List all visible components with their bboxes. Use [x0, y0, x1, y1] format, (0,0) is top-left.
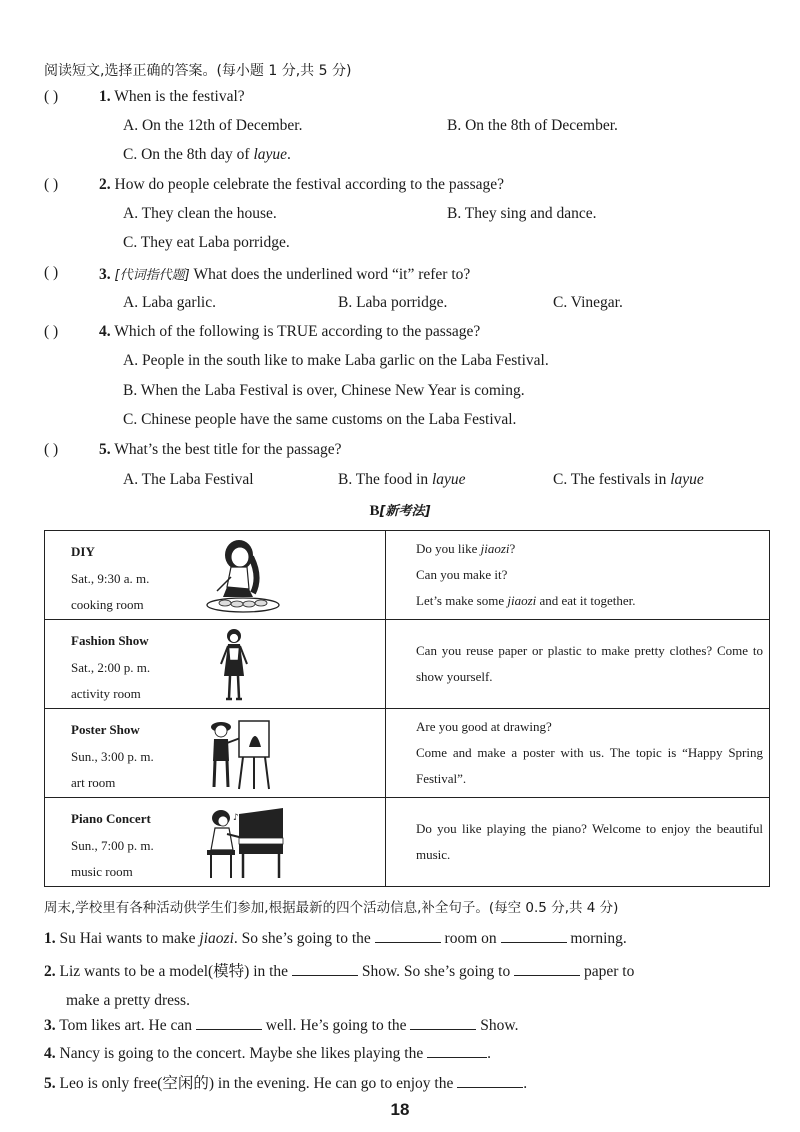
answer-bracket[interactable]: ( ): [44, 264, 59, 281]
question-3: 3. [代词指代题] What does the underlined word “it” refer to?: [99, 266, 471, 283]
answer-blank[interactable]: [292, 961, 358, 976]
answer-blank[interactable]: [457, 1073, 523, 1088]
option-b[interactable]: B. On the 8th of December.: [447, 117, 618, 134]
activity-row-diy: [45, 531, 770, 620]
event-time: Sun., 3:00 p. m.: [71, 748, 154, 764]
activity-row-piano-concert: [45, 798, 770, 887]
fill-in-instruction: 周末,学校里有各种活动供学生们参加,根据最新的四个活动信息,补全句子。(每空 0.5 分,共 4 分): [44, 900, 619, 916]
event-title: Piano Concert: [71, 811, 151, 826]
girl-painting-easel-illustration: [205, 715, 275, 793]
option-a[interactable]: A. The Laba Festival: [123, 471, 254, 488]
event-place: cooking room: [71, 597, 144, 612]
girl-cooking-dumplings-illustration: [203, 537, 303, 615]
option-c[interactable]: C. The festivals in layue: [553, 471, 704, 488]
fill-sentence-1: 1. Su Hai wants to make jiaozi. So she’s going to the room on morning.: [44, 930, 627, 947]
answer-blank[interactable]: [410, 1015, 476, 1030]
option-a[interactable]: A. Laba garlic.: [123, 294, 216, 311]
answer-blank[interactable]: [375, 928, 441, 943]
section-b-heading: B[新考法]: [369, 503, 431, 519]
question-1: [99, 88, 245, 106]
answer-bracket[interactable]: ( ): [44, 441, 59, 458]
fill-sentence-4: 4. Nancy is going to the concert. Maybe she likes playing the .: [44, 1045, 491, 1062]
event-place: art room: [71, 775, 116, 790]
event-time: Sun., 7:00 p. m.: [71, 837, 154, 853]
option-a[interactable]: A. They clean the house.: [123, 205, 277, 222]
option-b[interactable]: B. Laba porridge.: [338, 294, 448, 311]
page-number: 18: [390, 1100, 410, 1119]
svg-text:♪: ♪: [233, 813, 239, 823]
fill-sentence-3: 3. Tom likes art. He can well. He’s going to the Show.: [44, 1017, 519, 1034]
answer-blank[interactable]: [196, 1015, 262, 1030]
girl-playing-piano-illustration: [203, 804, 285, 882]
question-number: 1.: [99, 88, 111, 105]
event-description: Do you like jiaozi? Can you make it? Let’s make some jiaozi and eat it together.: [386, 531, 770, 620]
question-2: 2. How do people celebrate the festival according to the passage?: [99, 176, 504, 193]
event-title: Fashion Show: [71, 633, 149, 648]
question-text: When is the festival?: [114, 88, 245, 105]
question-5: 5. What’s the best title for the passage?: [99, 441, 342, 458]
option-c[interactable]: C. Chinese people have the same customs on the Laba Festival.: [123, 411, 517, 428]
event-description: Can you reuse paper or plastic to make pretty clothes? Come to show yourself.: [386, 620, 770, 709]
event-place: music room: [71, 864, 133, 879]
activity-row-poster-show: [45, 709, 770, 798]
fill-sentence-5: 5. Leo is only free(空闲的) in the evening. He can go to enjoy the .: [44, 1075, 528, 1092]
question-type-tag: [代词指代题]: [114, 268, 190, 283]
answer-bracket[interactable]: ( ): [44, 176, 59, 193]
reading-instruction: 阅读短文,选择正确的答案。(每小题 1 分,共 5 分): [44, 63, 352, 79]
fill-sentence-2: 2. Liz wants to be a model(模特) in the Show. So she’s going to paper to make a pretty dress.: [44, 963, 635, 1009]
activity-row-fashion-show: [45, 620, 770, 709]
option-a[interactable]: A. On the 12th of December.: [123, 117, 303, 134]
event-title: DIY: [71, 544, 95, 559]
option-c[interactable]: C. On the 8th day of layue.: [123, 146, 291, 163]
answer-blank[interactable]: [427, 1043, 487, 1058]
event-description: Do you like playing the piano? Welcome to enjoy the beautiful music.: [386, 798, 770, 887]
event-title: Poster Show: [71, 722, 140, 737]
answer-bracket[interactable]: ( ): [44, 323, 59, 340]
option-c[interactable]: C. Vinegar.: [553, 294, 623, 311]
event-time: Sat., 2:00 p. m.: [71, 659, 151, 675]
event-time: Sat., 9:30 a. m.: [71, 570, 150, 586]
event-description: Are you good at drawing? Come and make a poster with us. The topic is “Happy Spring Festival”.: [386, 709, 770, 798]
option-c[interactable]: C. They eat Laba porridge.: [123, 234, 290, 251]
option-a[interactable]: A. People in the south like to make Laba garlic on the Laba Festival.: [123, 352, 549, 369]
answer-blank[interactable]: [514, 961, 580, 976]
option-b[interactable]: B. The food in layue: [338, 471, 466, 488]
answer-blank[interactable]: [501, 928, 567, 943]
question-4: 4. Which of the following is TRUE according to the passage?: [99, 323, 481, 340]
option-b[interactable]: B. When the Laba Festival is over, Chinese New Year is coming.: [123, 382, 525, 399]
girl-in-dress-illustration: [217, 626, 251, 704]
event-place: activity room: [71, 686, 141, 701]
option-b[interactable]: B. They sing and dance.: [447, 205, 597, 222]
activities-table: [44, 530, 770, 887]
answer-bracket[interactable]: ( ): [44, 88, 59, 105]
